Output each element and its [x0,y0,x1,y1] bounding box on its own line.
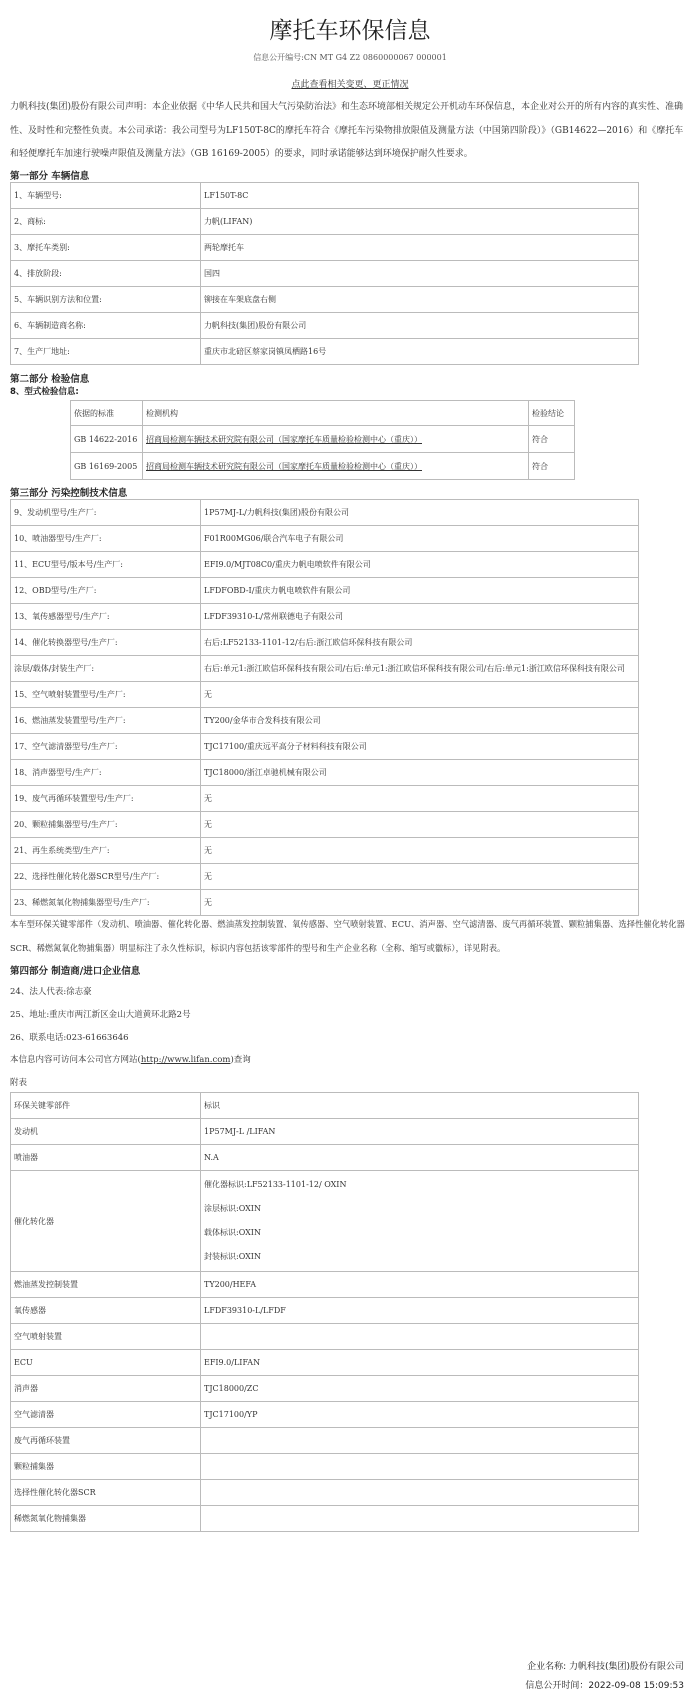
component-name: 空气喷射装置 [11,1324,201,1350]
table-row [11,1272,639,1298]
vehicle-info-table [10,182,639,365]
table-header-row [11,1093,639,1119]
table-row [11,287,639,313]
company-name: 企业名称: 力帆科技(集团)股份有限公司 [527,1662,684,1672]
table-header-row [71,401,575,426]
table-row [11,630,639,656]
component-marks [201,1324,639,1350]
mark-line: 载体标识:OXIN [204,1228,261,1237]
row-value: 无 [201,864,639,890]
table-row [11,500,639,526]
component-marks [201,1145,639,1171]
component-marks [201,1402,639,1428]
row-label: 21、再生系统类型/生产厂: [11,838,201,864]
row-value: 无 [201,890,639,916]
company-address: 25、地址:重庆市两江新区金山大道黄环北路2号 [10,1010,191,1020]
row-label: 6、车辆制造商名称: [11,313,201,339]
type-test-table [70,400,575,480]
mark-line: TY200/HEFA [204,1280,257,1289]
test-standard: GB 14622-2016 [71,426,143,453]
row-label: 13、氧传感器型号/生产厂: [11,604,201,630]
component-name: 催化转化器 [11,1171,201,1272]
row-label: 16、燃油蒸发装置型号/生产厂: [11,708,201,734]
website-line [10,1053,690,1065]
row-label: 2、商标: [11,209,201,235]
row-label: 19、废气再循环装置型号/生产厂: [11,786,201,812]
row-label: 5、车辆识别方法和位置: [11,287,201,313]
table-row [11,1119,639,1145]
row-value: 右后:LF52133-1101-12/右后:浙江欧信环保科技有限公司 [201,630,639,656]
component-name: 废气再循环装置 [11,1428,201,1454]
legal-representative: 24、法人代表:徐志豪 [10,987,92,997]
component-marks [201,1119,639,1145]
row-label: 12、OBD型号/生产厂: [11,578,201,604]
website-prefix: 本信息内容可访问本公司官方网站( [10,1055,141,1065]
mark-line: LFDF39310-L/LFDF [204,1306,286,1315]
row-label: 9、发动机型号/生产厂: [11,500,201,526]
row-value: EFI9.0/MJT08C0/重庆力帆电喷软件有限公司 [201,552,639,578]
row-value: 重庆市北碚区蔡家岗镇凤栖路16号 [201,339,639,365]
test-agency: 招商局检测车辆技术研究院有限公司（国家摩托车质量检验检测中心（重庆）） [143,453,529,480]
disclosure-time: 信息公开时间：2022-09-08 15:09:53 [525,1681,684,1691]
row-value: 无 [201,682,639,708]
table-row [11,1480,639,1506]
row-label: 11、ECU型号/版本号/生产厂: [11,552,201,578]
component-marks [201,1350,639,1376]
row-label: 17、空气滤清器型号/生产厂: [11,734,201,760]
key-parts-note: 本车型环保关键零部件（发动机、喷油器、催化转化器、燃油蒸发控制装置、氧传感器、空气喷射装置、ECU、消声器、空气滤清器、废气再循环装置、颗粒捕集器、选择性催化转化器SCR、稀燃氮氧化物捕集器）明显标注了永久性标识，标识内容包括该零部件的型号和生产企业名称（全称、缩写或徽标），详见附表。 [10,919,685,953]
test-standard: GB 16169-2005 [71,453,143,480]
component-marks [201,1376,639,1402]
website-link[interactable]: http://www.lifan.com [140,1055,231,1065]
component-name: 颗粒捕集器 [11,1454,201,1480]
table-row [11,261,639,287]
table-row [71,426,575,453]
row-label: 7、生产厂地址: [11,339,201,365]
row-label: 18、消声器型号/生产厂: [11,760,201,786]
component-name: 喷油器 [11,1145,201,1171]
mark-line: TJC17100/YP [204,1410,258,1419]
table-row [11,552,639,578]
table-row [11,578,639,604]
table-row [11,1324,639,1350]
component-name: 稀燃氮氧化物捕集器 [11,1506,201,1532]
component-marks [201,1171,639,1272]
column-header: 环保关键零部件 [11,1093,201,1119]
pollution-control-table [10,499,639,916]
row-value: 1P57MJ-L/力帆科技(集团)股份有限公司 [201,500,639,526]
column-header: 检测机构 [143,401,529,426]
mark-line: TJC18000/ZC [204,1384,259,1393]
table-row [11,1298,639,1324]
part3-heading: 第三部分 污染控制技术信息 [10,488,128,499]
row-value: TY200/金华市合发科技有限公司 [201,708,639,734]
row-label: 1、车辆型号: [11,183,201,209]
part2-heading: 第二部分 检验信息 [10,374,90,385]
row-value: LFDFOBD-Ⅰ/重庆力帆电喷软件有限公司 [201,578,639,604]
table-row [11,235,639,261]
component-marks [201,1428,639,1454]
table-row [11,526,639,552]
table-row [11,1376,639,1402]
table-row [11,339,639,365]
table-row [71,453,575,480]
component-marks [201,1480,639,1506]
table-row [11,1145,639,1171]
test-result: 符合 [529,453,575,480]
declaration-text: 力帆科技(集团)股份有限公司声明：本企业依据《中华人民共和国大气污染防治法》和生态环境部相关规定公开机动车环保信息，本企业对公开的所有内容的真实性、准确性、及时性和完整性负责。本公司承诺：我公司型号为LF150T-8C的摩托车符合《摩托车污染物排放限值及测量方法（中国第四阶段）》（GB14622—2016）和《摩托车和轻便摩托车加速行驶噪声限值及测量方法》（GB 16169-2005）的要求，同时承诺能够达到环境保护耐久性要求。 [10,102,684,159]
column-header: 检验结论 [529,401,575,426]
row-value: TJC17100/重庆远平高分子材料科技有限公司 [201,734,639,760]
component-name: 发动机 [11,1119,201,1145]
mark-line: 涂层标识:OXIN [204,1204,261,1213]
row-value: 力帆(LIFAN) [201,209,639,235]
component-marks [201,1298,639,1324]
row-value: 力帆科技(集团)股份有限公司 [201,313,639,339]
component-name: 氧传感器 [11,1298,201,1324]
table-row [11,708,639,734]
row-label: 10、喷油器型号/生产厂: [11,526,201,552]
table-row [11,1350,639,1376]
part1-heading: 第一部分 车辆信息 [10,171,90,182]
row-value: 无 [201,812,639,838]
row-label: 3、摩托车类别: [11,235,201,261]
info-disclosure-number: 信息公开编号:CN MT G4 Z2 0860000067 000001 [253,53,447,62]
row-value: 铆接在车架底盘右侧 [201,287,639,313]
row-label: 20、颗粒捕集器型号/生产厂: [11,812,201,838]
table-row [11,786,639,812]
row-label: 22、选择性催化转化器SCR型号/生产厂: [11,864,201,890]
row-value: 无 [201,786,639,812]
contact-phone: 26、联系电话:023-61663646 [10,1033,129,1043]
column-header: 依据的标准 [71,401,143,426]
row-value: TJC18000/浙江卓驰机械有限公司 [201,760,639,786]
row-label: 23、稀燃氮氧化物捕集器型号/生产厂: [11,890,201,916]
component-name: ECU [11,1350,201,1376]
row-label: 4、排放阶段: [11,261,201,287]
component-name: 选择性催化转化器SCR [11,1480,201,1506]
table-row [11,1402,639,1428]
appendix-label: 附表 [10,1078,28,1088]
table-row [11,760,639,786]
row-value: LFDF39310-L/常州联德电子有限公司 [201,604,639,630]
column-header: 标识 [201,1093,639,1119]
table-row [11,656,639,682]
component-marks [201,1506,639,1532]
table-row [11,1454,639,1480]
mark-line: EFI9.0/LIFAN [204,1358,261,1367]
table-row [11,734,639,760]
appendix-table [10,1092,639,1532]
table-row [11,604,639,630]
mark-line: 封装标识:OXIN [204,1252,261,1261]
test-result: 符合 [529,426,575,453]
row-label: 15、空气喷射装置型号/生产厂: [11,682,201,708]
page-title: 摩托车环保信息 [269,18,431,44]
mark-line: 1P57MJ-L /LIFAN [204,1127,276,1136]
part4-heading: 第四部分 制造商/进口企业信息 [10,966,141,977]
row-value: 右后:单元1:浙江欧信环保科技有限公司/右后:单元1:浙江欧信环保科技有限公司/右后:单元1:浙江欧信环保科技有限公司 [201,656,639,682]
mark-line: N.A [204,1153,219,1162]
component-marks [201,1272,639,1298]
mark-line: 催化器标识:LF52133-1101-12/ OXIN [204,1180,347,1189]
table-row [11,1428,639,1454]
part2-subheading: 8、型式检验信息: [10,387,79,397]
row-value: LF150T-8C [201,183,639,209]
website-suffix: )查询 [230,1055,251,1065]
component-name: 空气滤清器 [11,1402,201,1428]
table-row [11,812,639,838]
table-row [11,1171,639,1272]
table-row [11,313,639,339]
component-marks [201,1454,639,1480]
component-name: 燃油蒸发控制装置 [11,1272,201,1298]
row-value: F01R00MG06/联合汽车电子有限公司 [201,526,639,552]
row-value: 无 [201,838,639,864]
table-row [11,838,639,864]
table-row [11,682,639,708]
row-value: 两轮摩托车 [201,235,639,261]
table-row [11,183,639,209]
row-label: 14、催化转换器型号/生产厂: [11,630,201,656]
row-label: 涂层/载体/封装生产厂: [11,656,201,682]
table-row [11,864,639,890]
test-agency: 招商局检测车辆技术研究院有限公司（国家摩托车质量检验检测中心（重庆）） [143,426,529,453]
table-row [11,1506,639,1532]
component-name: 消声器 [11,1376,201,1402]
changes-link[interactable]: 点此查看相关变更、更正情况 [291,80,409,90]
row-value: 国四 [201,261,639,287]
table-row [11,209,639,235]
